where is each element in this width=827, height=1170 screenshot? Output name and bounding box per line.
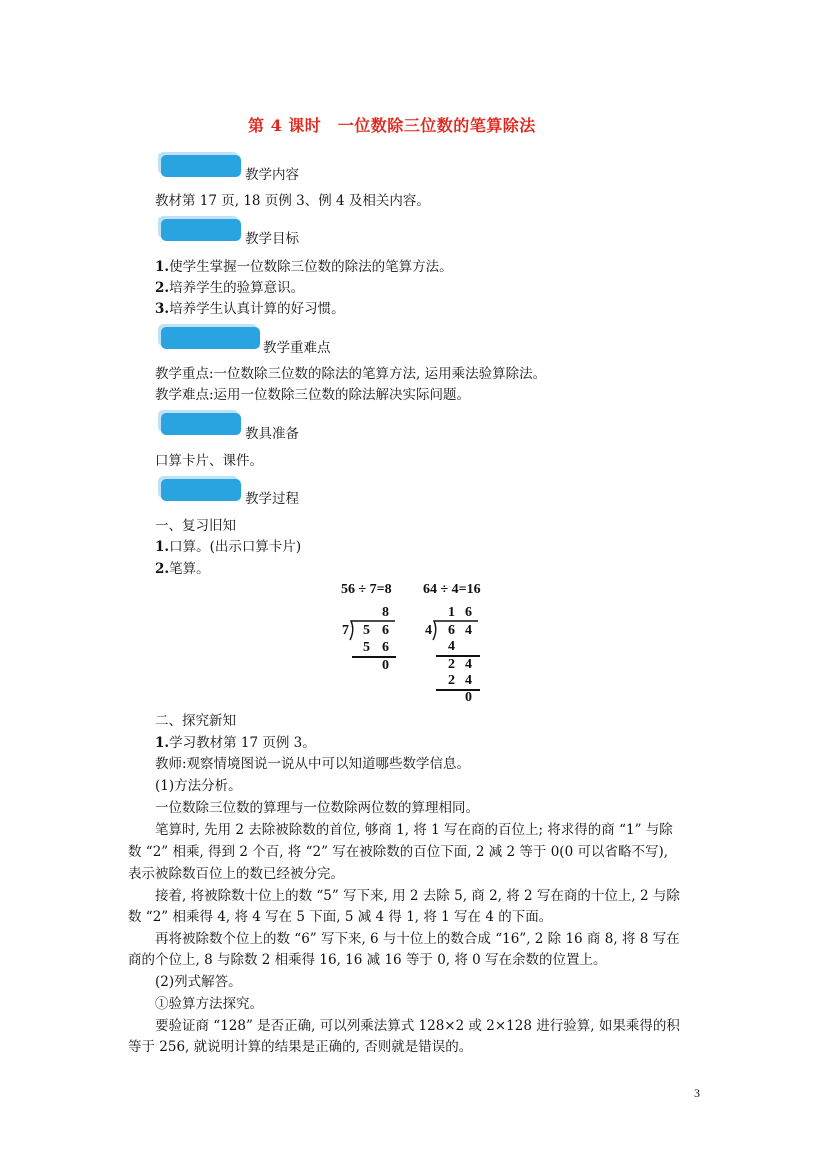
subtract-line bbox=[436, 689, 480, 691]
item-number: 2. bbox=[155, 561, 170, 577]
section-header-box bbox=[161, 327, 260, 349]
paragraph-line: 商的个位上, 8 与除数 2 相乘得 16, 16 减 16 等于 0, 将 0 写在余数的位置上。 bbox=[128, 952, 607, 968]
page-title: 第 4 课时 一位数除三位数的笔算除法 bbox=[248, 116, 536, 135]
goal-number: 1. bbox=[155, 259, 170, 275]
dividend-digit: 4 bbox=[465, 623, 472, 638]
content-text: 教材第 17 页, 18 页例 3、例 4 及相关内容。 bbox=[155, 193, 430, 209]
item-number: 1. bbox=[155, 539, 170, 555]
equation-2: 64 ÷ 4=16 bbox=[423, 582, 481, 597]
section-label-key-points: 教学重难点 bbox=[263, 340, 331, 356]
section-header-box bbox=[161, 479, 241, 501]
section-label-prep: 教具准备 bbox=[245, 426, 299, 442]
goal-item bbox=[155, 276, 304, 296]
section-header-box bbox=[161, 155, 241, 177]
division-bracket bbox=[348, 620, 398, 642]
goal-number: 3. bbox=[155, 301, 170, 317]
prep-text: 口算卡片、课件。 bbox=[155, 453, 263, 469]
paragraph-line: 数 “2” 相乘, 得到 2 个百, 将 “2” 写在被除数的百位下面, 2 减 2 等于 0(0 可以省略不写), bbox=[128, 844, 669, 860]
step-digit: 4 bbox=[465, 657, 472, 672]
paragraph-line: 表示被除数百位上的数已经被分完。 bbox=[128, 866, 344, 882]
key-point-text: 教学重点:一位数除三位数的除法的笔算方法, 运用乘法验算除法。 bbox=[155, 366, 547, 382]
part1-heading: 一、复习旧知 bbox=[155, 518, 236, 534]
subheading-check: ①验算方法探究。 bbox=[155, 996, 263, 1012]
paragraph-line: 数 “2” 相乘得 4, 将 4 写在 5 下面, 5 减 4 得 1, 将 1 写在 4 的下面。 bbox=[128, 909, 553, 925]
goal-text: 培养学生的验算意识。 bbox=[169, 280, 305, 296]
goal-text: 培养学生认真计算的好习惯。 bbox=[169, 301, 345, 317]
part2-item bbox=[155, 731, 316, 751]
paragraph-line: 等于 256, 就说明计算的结果是正确的, 否则就是错误的。 bbox=[128, 1039, 473, 1055]
subtract-digit: 4 bbox=[465, 673, 472, 688]
item-number: 1. bbox=[155, 735, 170, 751]
process-item bbox=[155, 535, 301, 555]
section-label-process: 教学过程 bbox=[245, 491, 299, 507]
divisor: 4 bbox=[425, 623, 432, 638]
subtract-digit: 5 bbox=[363, 640, 370, 655]
section-header-box bbox=[161, 219, 241, 241]
goal-text: 使学生掌握一位数除三位数的除法的笔算方法。 bbox=[169, 259, 453, 275]
paragraph-line: 再将被除数个位上的数 “6” 写下来, 6 与十位上的数合成 “16”, 2 除 16 商 8, 将 8 写在 bbox=[155, 931, 680, 947]
teacher-text: 教师:观察情境图说一说从中可以知道哪些数学信息。 bbox=[155, 756, 471, 772]
subheading-solve: (2)列式解答。 bbox=[155, 974, 242, 990]
division-bracket bbox=[431, 620, 481, 642]
step-digit: 2 bbox=[448, 657, 455, 672]
goal-item bbox=[155, 255, 453, 275]
section-label-goals: 教学目标 bbox=[245, 231, 299, 247]
dividend-digit: 6 bbox=[448, 623, 455, 638]
item-text: 笔算。 bbox=[169, 561, 210, 577]
paragraph-line: 要验证商 “128” 是否正确, 可以列乘法算式 128×2 或 2×128 进行验算, 如果乘得的积 bbox=[155, 1018, 680, 1034]
equation-1: 56 ÷ 7=8 bbox=[341, 582, 392, 597]
page-number: 3 bbox=[694, 1086, 700, 1100]
subtract-digit: 2 bbox=[448, 673, 455, 688]
remainder: 0 bbox=[382, 658, 389, 673]
paragraph-line: 接着, 将被除数十位上的数 “5” 写下来, 用 2 去除 5, 商 2, 将 2 写在商的十位上, 2 与除 bbox=[155, 888, 680, 904]
subtract-line bbox=[352, 656, 396, 658]
dividend-digit: 6 bbox=[382, 623, 389, 638]
goal-item bbox=[155, 297, 345, 317]
subheading-method: (1)方法分析。 bbox=[155, 778, 242, 794]
paragraph: 一位数除三位数的算理与一位数除两位数的算理相同。 bbox=[155, 800, 479, 816]
divisor: 7 bbox=[342, 623, 349, 638]
difficult-point-text: 教学难点:运用一位数除三位数的除法解决实际问题。 bbox=[155, 387, 471, 403]
item-text: 口算。(出示口算卡片) bbox=[169, 539, 302, 555]
section-label-content: 教学内容 bbox=[245, 167, 299, 183]
process-item bbox=[155, 557, 210, 577]
goal-number: 2. bbox=[155, 280, 170, 296]
subtract-digit: 6 bbox=[382, 640, 389, 655]
paragraph-line: 笔算时, 先用 2 去除被除数的首位, 够商 1, 将 1 写在商的百位上; 将求得的商 “1” 与除 bbox=[155, 822, 673, 838]
item-text: 学习教材第 17 页例 3。 bbox=[169, 735, 316, 751]
subtract-line bbox=[436, 655, 480, 657]
remainder: 0 bbox=[465, 690, 472, 705]
part2-heading: 二、探究新知 bbox=[155, 713, 236, 729]
quotient-digit: 1 bbox=[448, 605, 455, 620]
quotient-digit: 8 bbox=[382, 605, 389, 620]
quotient-digit: 6 bbox=[465, 605, 472, 620]
section-header-box bbox=[161, 413, 241, 435]
subtract-digit: 4 bbox=[448, 639, 455, 654]
dividend-digit: 5 bbox=[363, 623, 370, 638]
